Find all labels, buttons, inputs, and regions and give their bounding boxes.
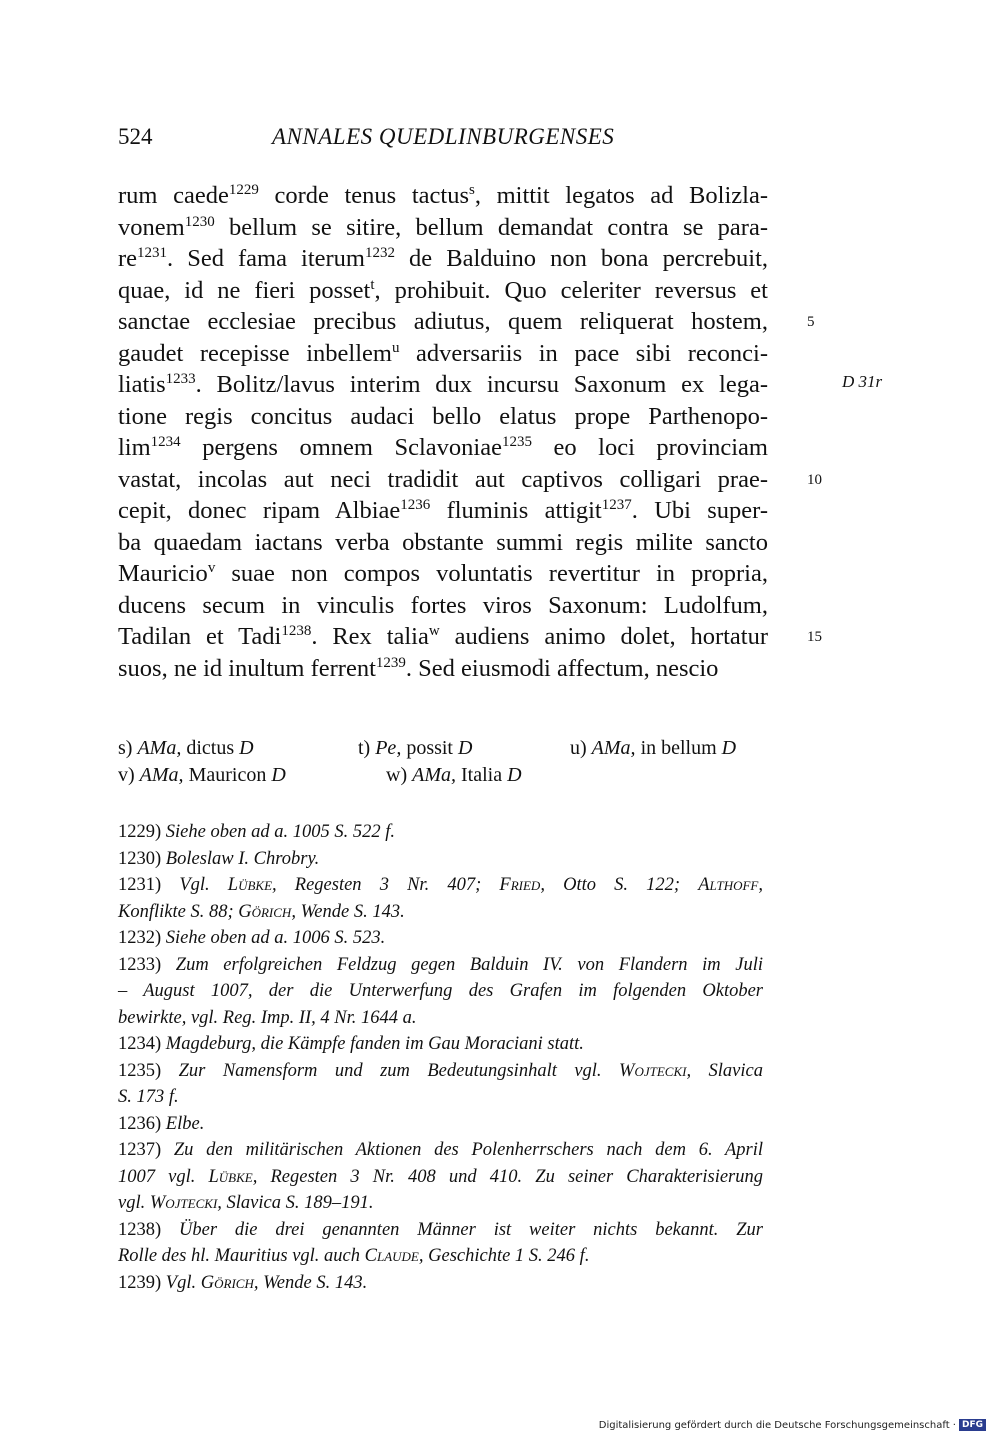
text-line-9: $\lim^{1234}$ pergens omnem Sclavoniae$^{1235}$ eo loci provinciam	[118, 434, 768, 461]
footnote-1233-line-3: bewirkte, vgl. Reg. Imp. II, 4 Nr. 1644 a.	[118, 1007, 417, 1028]
footnote-1235-line-2: S. 173 f.	[118, 1087, 179, 1107]
footnote-1231-line-2: Konflikte S. 88; Görich, Wende S. 143.	[118, 901, 405, 922]
dfg-logo-icon: DFG	[959, 1419, 986, 1431]
line-number-10: 10	[807, 471, 822, 488]
apparatus-entry-u: u) AMa, in bellum D	[570, 737, 737, 759]
footnote-1233-line-2: – August 1007, der die Unterwerfung des Grafen im folgenden Oktober	[118, 981, 763, 1001]
footnote-1229: 1229) Siehe oben ad a. 1005 S. 522 f.	[118, 822, 395, 842]
text-line-12: ba quaedam iactans verba obstante summi regis milite sancto	[118, 528, 768, 556]
footnote-1238-line-1: 1238) Über die drei genannten Männer ist weiter nichts bekannt. Zur	[118, 1219, 763, 1240]
line-number-15: 15	[807, 629, 822, 645]
footnote-1232: 1232) Siehe oben ad a. 1006 S. 523.	[118, 928, 386, 948]
text-line-11: cepit, donec ripam Albiae$^{1236}$ fluminis attigit$^{1237}$. Ubi super-	[118, 497, 768, 524]
text-line-14: ducens secum in vinculis fortes viros Saxonum: Ludolfum,	[118, 591, 768, 619]
footnote-1236: 1236) Elbe.	[118, 1113, 205, 1134]
text-line-6: gaudet recepisse inbellem$^u$ adversariis in pace sibi reconci-	[118, 339, 768, 367]
page-number: 524	[118, 124, 153, 149]
footnote-1235-line-1: 1235) Zur Namensform und zum Bedeutungsinhalt vgl. Wojtecki, Slavica	[118, 1060, 763, 1081]
footnote-1231-line-1: 1231) Vgl. Lübke, Regesten 3 Nr. 407; Fried, Otto S. 122; Althoff,	[118, 875, 763, 895]
text-line-8: tione regis concitus audaci bello elatus prope Parthenopo-	[118, 402, 768, 430]
credit-text: Digitalisierung gefördert durch die Deutsche Forschungsgemeinschaft ·	[598, 1419, 956, 1431]
footnote-1237-line-2: 1007 vgl. Lübke, Regesten 3 Nr. 408 und 410. Zu seiner Charakterisierung	[118, 1166, 764, 1187]
digitization-credit	[599, 1419, 986, 1431]
running-head: ANNALES QUEDLINBURGENSES	[272, 124, 615, 149]
text-line-16: suos, ne id inultum ferrent$^{1239}$. Sed eiusmodi affectum, nescio	[118, 654, 719, 682]
apparatus-entry-v: v) AMa, Mauricon D	[118, 764, 286, 786]
text-line-3: $re^{1231}$. Sed fama iterum$^{1232}$ de Balduino non bona percrebuit,	[118, 245, 769, 272]
footnote-1238-line-2: Rolle des hl. Mauritius vgl. auch Claude, Geschichte 1 S. 246 f.	[118, 1246, 590, 1266]
footnote-1233-line-1: 1233) Zum erfolgreichen Feldzug gegen Balduin IV. von Flandern im Juli	[118, 954, 763, 975]
footnote-1234: 1234) Magdeburg, die Kämpfe fanden im Gau Moraciani statt.	[118, 1034, 584, 1054]
text-line-2: vonem$^{1230}$ bellum se sitire, bellum demandat contra se para-	[118, 213, 768, 241]
text-line-5: sanctae ecclesiae precibus adiutus, quem reliquerat hostem,	[118, 308, 768, 335]
text-line-13: Mauricio$^v$ suae non compos voluntatis revertitur in propria,	[118, 560, 768, 587]
footnote-1237-line-3: vgl. Wojtecki, Slavica S. 189–191.	[118, 1193, 374, 1213]
text-line-7: liatis$^{1233}$. Bolitz/lavus interim dux incursu Saxonum ex lega-	[118, 371, 768, 398]
apparatus-entry-s: s) AMa, dictus D	[118, 737, 254, 759]
text-line-1: rum caede$^{1229}$ corde tenus tactus$^s$, mittit legatos ad Bolizla-	[118, 182, 768, 209]
manuscript-folio-note: D 31r	[842, 372, 883, 391]
line-number-5: 5	[807, 314, 815, 330]
apparatus-entry-w: w) AMa, Italia D	[386, 764, 522, 786]
text-line-15: Tadilan et Tadi$^{1238}$. Rex talia$^w$ audiens animo dolet, hortatur	[118, 623, 769, 650]
text-line-4: quae, id ne fieri posset$^t$, prohibuit. Quo celeriter reversus et	[118, 276, 768, 304]
footnote-1237-line-1: 1237) Zu den militärischen Aktionen des Polenherrschers nach dem 6. April	[118, 1140, 763, 1160]
footnote-1239: 1239) Vgl. Görich, Wende S. 143.	[118, 1272, 368, 1293]
text-line-10: vastat, incolas aut neci tradidit aut captivos colligari prae-	[118, 465, 768, 493]
footnote-1230: 1230) Boleslaw I. Chrobry.	[118, 848, 320, 869]
apparatus-entry-t: t) Pe, possit D	[358, 737, 473, 759]
